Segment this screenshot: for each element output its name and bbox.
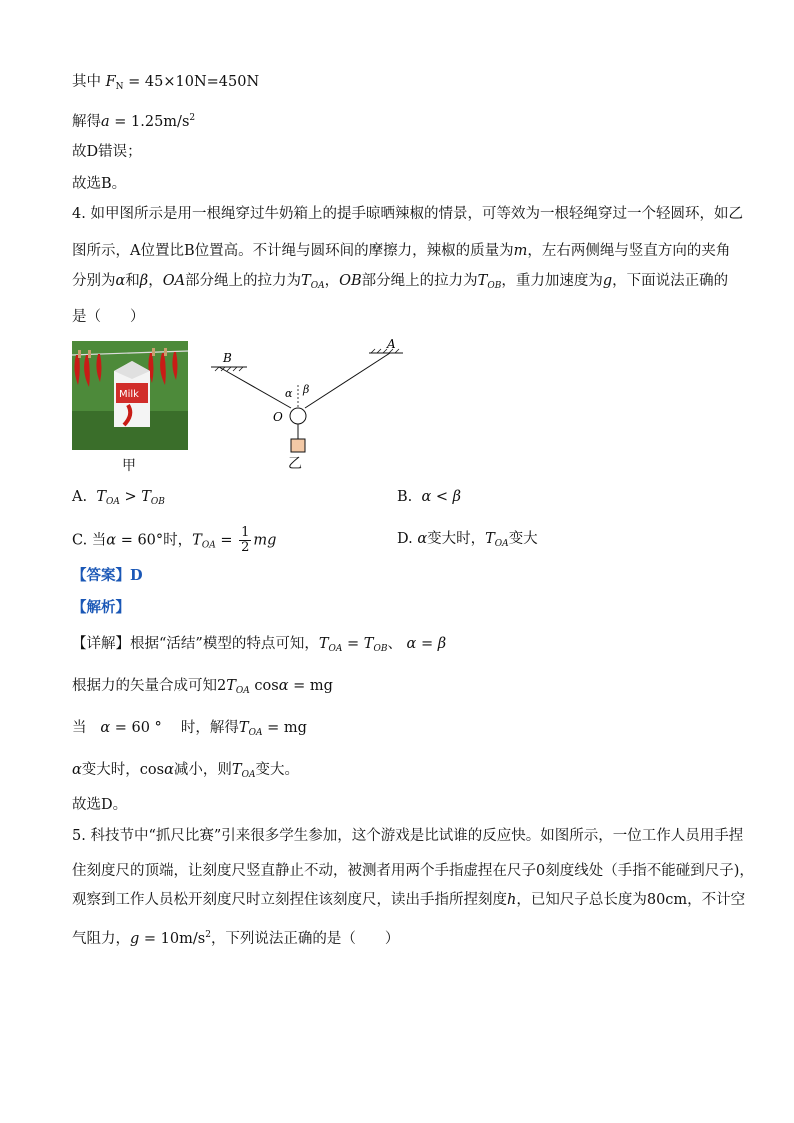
fraction-one-half: $\frac{1}{2}$ <box>241 525 250 555</box>
answer-line: 【答案】D <box>72 567 143 584</box>
detail-line3: 当 α = 60 ° 时，解得$T_{OA}$ = mg <box>72 720 307 738</box>
detail-line1: 【详解】根据“活结”模型的特点可知，$T_{OA} = T_{OB}$、 α = β <box>72 636 447 654</box>
option-b: B. α < β <box>397 489 462 505</box>
text-line-choose-b: 故选B。 <box>72 176 127 192</box>
q4-line4: 是（ ） <box>72 309 145 325</box>
text-line-a: 解得$a = 1.25m/s^2$ <box>72 113 196 130</box>
option-d: D. α变大时，$T_{OA}$变大 <box>397 531 538 549</box>
q5-line3: 观察到工作人员松开刻度尺时立刻捏住该刻度尺，读出手指所捏刻度h，已知尺子总长度为80cm，不计空 <box>72 892 746 908</box>
option-c: C. 当α = 60°时，$T_{OA}$ = $\frac{1}{2}$ mg <box>72 525 277 555</box>
rope-ring-diagram <box>205 335 415 475</box>
analysis-line: 【解析】 <box>72 599 130 616</box>
label-b: B <box>223 351 232 365</box>
choose-d-line: 故选D。 <box>72 797 128 813</box>
chili-milk-photo <box>72 341 188 450</box>
text-line-d-wrong: 故D错误； <box>72 144 142 160</box>
svg-text:Milk: Milk <box>119 389 139 400</box>
label-beta: β <box>303 383 310 396</box>
q5-line1: 5. 科技节中“抓尺比赛”引来很多学生参加，这个游戏是比试谁的反应快。如图所示，一位工作人员用手捏 <box>72 828 744 844</box>
q5-line2: 住刻度尺的顶端，让刻度尺竖直静止不动，被测者用两个手指虚捏在尺子0刻度线处（手指不能碰到尺子)， <box>72 863 754 879</box>
q4-line3: 分别为α和β，OA部分绳上的拉力为$T_{OA}$，OB部分绳上的拉力为$T_{OB}$，重力加速度为g，下面说法正确的 <box>72 273 729 291</box>
label-alpha: α <box>285 387 293 400</box>
fig-label-yi: 乙 <box>288 456 302 472</box>
q4-line1: 4. 如甲图所示是用一根绳穿过牛奶箱上的提手晾晒辣椒的情景，可等效为一根轻绳穿过一个轻圆环，如乙 <box>72 206 743 222</box>
option-a: A. $T_{OA} > T_{OB}$ <box>72 489 165 507</box>
label-a: A <box>387 337 396 351</box>
label-o: O <box>273 410 283 424</box>
fig-label-jia: 甲 <box>122 458 136 474</box>
detail-line2: 根据力的矢量合成可知$2T_{OA}$ cosα = mg <box>72 678 333 696</box>
text-line-fn: 其中 $F_N = 45\times 10N=450N$ <box>72 74 260 92</box>
chili-photo-illustration <box>72 341 188 450</box>
detail-line4: α变大时，cosα减小，则$T_{OA}$变大。 <box>72 762 299 780</box>
q4-line2: 图所示，A位置比B位置高。不计绳与圆环间的摩擦力，辣椒的质量为m，左右两侧绳与竖直方向的夹角 <box>72 243 731 259</box>
q5-line4: 气阻力，$g = 10m/s^2$，下列说法正确的是（ ） <box>72 930 400 947</box>
